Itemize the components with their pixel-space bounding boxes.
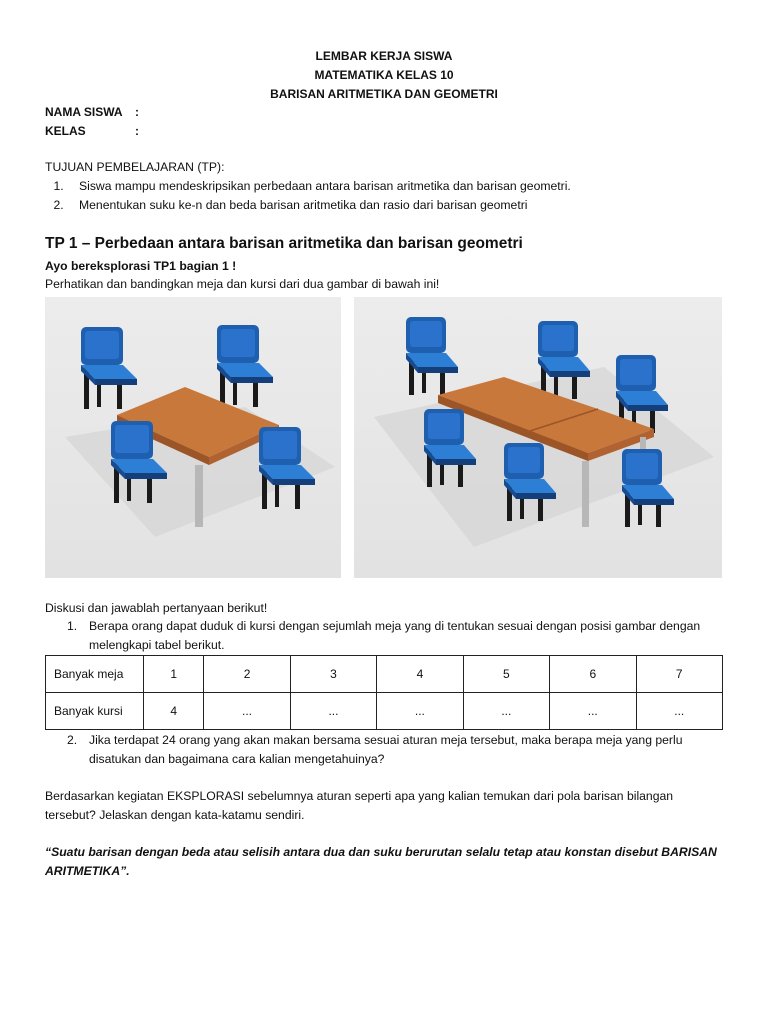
worksheet-header: [0, 47, 768, 104]
question-2-text: Jika terdapat 24 orang yang akan makan bersama sesuai aturan meja tersebut, maka berapa meja yang perlu disatukan dan bagaimana cara kalian mengetahuinya?: [89, 733, 683, 766]
two-tables-drawing: [354, 297, 722, 578]
name-colon: :: [135, 105, 139, 119]
table-row: [46, 693, 723, 730]
answer-cell[interactable]: ...: [377, 693, 463, 730]
one-table-illustration: [45, 297, 341, 578]
table-cell: 1: [144, 656, 204, 693]
objective-item: 2. Menentukan suku ke-n dan beda barisan aritmetika dan rasio dari barisan geometri: [67, 196, 735, 215]
table-cell: 4: [144, 693, 204, 730]
header-subject: MATEMATIKA KELAS 10: [314, 68, 454, 82]
table-chair-count: [45, 655, 723, 730]
instruction-text: Perhatikan dan bandingkan meja dan kursi dari dua gambar di bawah ini!: [45, 277, 440, 291]
class-colon: :: [135, 124, 139, 138]
discussion-intro: Diskusi dan jawablah pertanyaan berikut!: [45, 601, 268, 615]
table-cell: 2: [204, 656, 290, 693]
answer-cell[interactable]: ...: [636, 693, 723, 730]
name-label: NAMA SISWA: [45, 105, 123, 119]
explore-heading: Ayo bereksplorasi TP1 bagian 1 !: [45, 259, 237, 273]
answer-cell[interactable]: ...: [204, 693, 290, 730]
answer-cell[interactable]: ...: [463, 693, 549, 730]
objectives-list: [67, 177, 735, 215]
two-tables-illustration: [354, 297, 722, 578]
row-label-chairs: Banyak kursi: [46, 693, 144, 730]
one-table-drawing: [45, 297, 341, 578]
definition-quote: “Suatu barisan dengan beda atau selisih antara dua dan suku berurutan selalu tetap atau konstan disebut BARISAN ARITMETIKA”.: [45, 845, 717, 878]
answer-cell[interactable]: ...: [550, 693, 636, 730]
objective-item: 1. Siswa mampu mendeskripsikan perbedaan antara barisan aritmetika dan barisan geometri.: [67, 177, 735, 196]
table-cell: 3: [290, 656, 376, 693]
objectives-title: TUJUAN PEMBELAJARAN (TP):: [45, 160, 225, 174]
student-identity: [45, 103, 139, 141]
question-2: [67, 731, 727, 769]
header-topic: BARISAN ARITMETIKA DAN GEOMETRI: [270, 87, 498, 101]
exploration-prompt: Berdasarkan kegiatan EKSPLORASI sebelumnya aturan seperti apa yang kalian temukan dari pola barisan bilangan tersebut? Jelaskan dengan kata-katamu sendiri.: [45, 789, 674, 822]
table-cell: 4: [377, 656, 463, 693]
answer-cell[interactable]: ...: [290, 693, 376, 730]
question-1-text: Berapa orang dapat duduk di kursi dengan sejumlah meja yang di tentukan sesuai dengan posisi gambar dengan melengkapi tabel berikut.: [89, 619, 701, 652]
row-label-tables: Banyak meja: [46, 656, 144, 693]
class-label: KELAS: [45, 124, 86, 138]
table-cell: 6: [550, 656, 636, 693]
table-cell: 5: [463, 656, 549, 693]
question-1-number: 1.: [67, 619, 78, 633]
question-2-number: 2.: [67, 733, 78, 747]
table-row: [46, 656, 723, 693]
header-title: LEMBAR KERJA SISWA: [315, 49, 453, 63]
learning-objectives: [45, 158, 735, 215]
section-title: TP 1 – Perbedaan antara barisan aritmetika dan barisan geometri: [45, 235, 523, 252]
question-1: [67, 617, 727, 655]
table-cell: 7: [636, 656, 723, 693]
